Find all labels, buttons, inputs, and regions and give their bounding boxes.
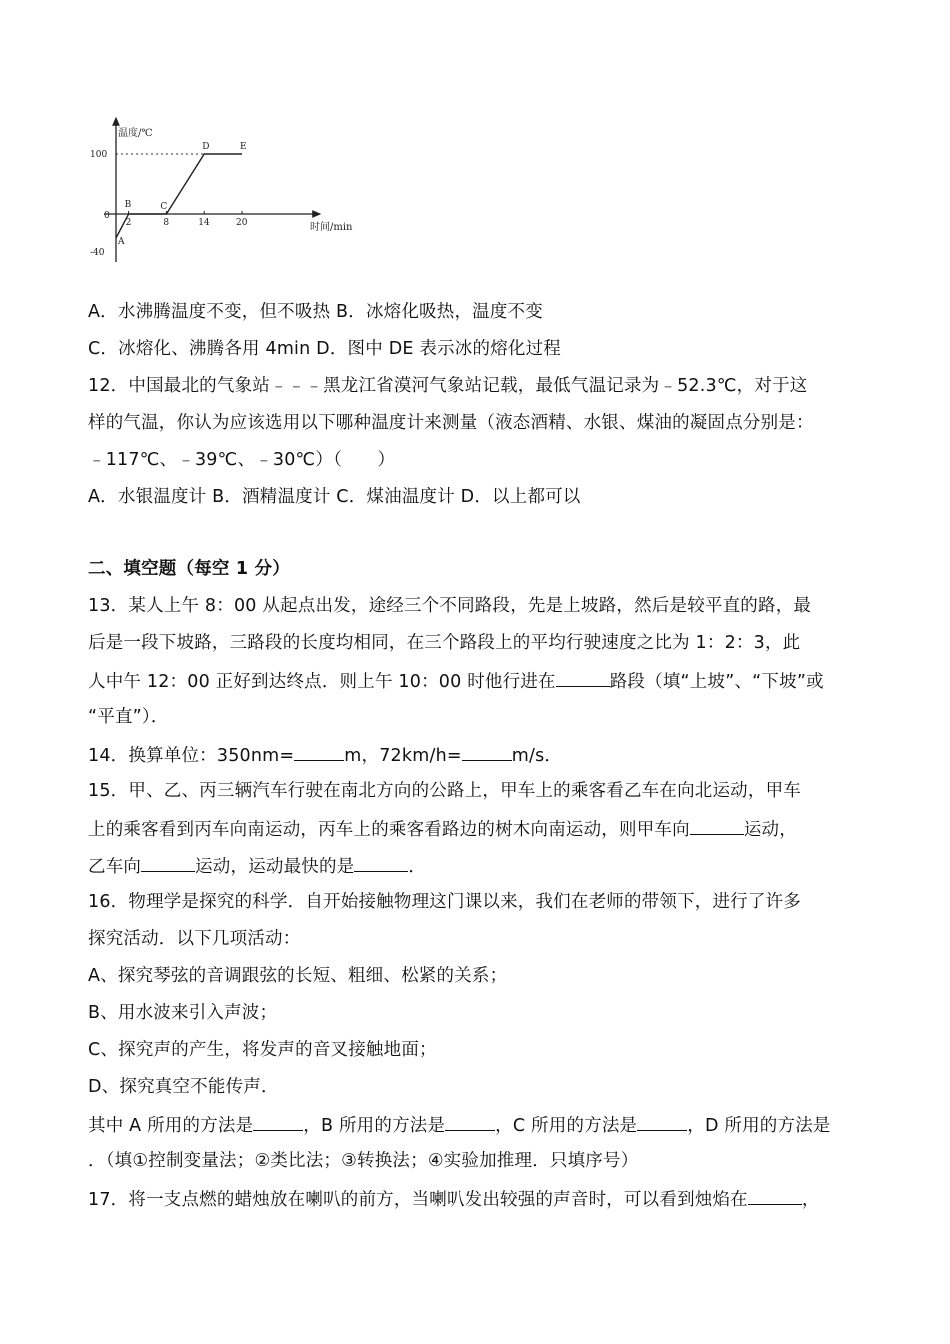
q16-item-d: D、探究真空不能传声． <box>88 1077 279 1097</box>
q12-options: A．水银温度计 B．酒精温度计 C．煤油温度计 D．以上都可以 <box>88 487 581 507</box>
q16-text-a: 其中 A 所用的方法是 <box>88 1116 254 1136</box>
series-line <box>116 154 242 238</box>
q17-line-1 <box>88 1186 874 1212</box>
x-tick-2: 2 <box>125 218 132 228</box>
q16-line-2: 探究活动．以下几项活动： <box>88 929 301 949</box>
y-axis-label: 温度/℃ <box>118 128 153 139</box>
answer-blank[interactable] <box>354 853 408 872</box>
point-label-b: B <box>124 200 132 210</box>
point-label-d: D <box>202 142 210 152</box>
q16-text-b: ，B 所用的方法是 <box>303 1116 446 1136</box>
point-label-c: C <box>160 202 168 212</box>
q16-text-c: ，C 所用的方法是 <box>495 1116 638 1136</box>
temperature-time-graph <box>84 112 364 272</box>
q14-text-b: m，72km/h= <box>344 746 462 766</box>
q13-line-2: 后是一段下坡路，三路段的长度均相同，在三个路段上的平均行驶速度之比为 1：2：3，此 <box>88 633 801 653</box>
q11-option-line-2: C．冰熔化、沸腾各用 4min D．图中 DE 表示冰的熔化过程 <box>88 339 562 359</box>
q13-text-a: 人中午 12：00 正好到达终点．则上午 10：00 时他行进在 <box>88 672 556 692</box>
q16-item-c: C、探究声的产生，将发声的音叉接触地面； <box>88 1040 437 1060</box>
section-2-title: 二、填空题（每空 1 分） <box>88 559 290 579</box>
q15-text-d: 运动，运动最快的是 <box>195 857 355 877</box>
x-tick-20: 20 <box>236 218 248 228</box>
q13-line-3 <box>88 668 874 694</box>
y-tick-0: 0 <box>104 211 110 221</box>
x-tick-8: 8 <box>163 218 170 228</box>
q15-text-c: 乙车向 <box>88 857 142 877</box>
q15-line-2 <box>88 816 874 842</box>
q12-line-1: 12．中国最北的气象站﹣﹣﹣黑龙江省漠河气象站记载，最低气温记录为﹣52.3℃，对于这 <box>88 376 808 396</box>
answer-blank[interactable] <box>690 816 744 835</box>
q17-text-b: ， <box>801 1190 820 1210</box>
q15-text-b: 运动， <box>743 820 797 840</box>
q16-item-a: A、探究琴弦的音调跟弦的长短、粗细、松紧的关系； <box>88 966 508 986</box>
q11-option-line-1: A．水沸腾温度不变，但不吸热 B．冰熔化吸热，温度不变 <box>88 302 543 322</box>
q15-text-a: 上的乘客看到丙车向南运动，丙车上的乘客看路边的树木向南运动，则甲车向 <box>88 820 690 840</box>
q13-line-1: 13．某人上午 8：00 从起点出发，途经三个不同路段，先是上坡路，然后是较平直的路，最 <box>88 596 812 616</box>
q12-line-3: ﹣117℃、﹣39℃、﹣30℃）（ ） <box>88 450 396 470</box>
answer-blank[interactable] <box>294 742 344 761</box>
graph-svg <box>84 112 364 272</box>
point-label-a: A <box>118 237 125 247</box>
q13-text-b: 路段（填“上坡”、“下坡”或 <box>609 672 824 692</box>
q16-line-1: 16．物理学是探究的科学．自开始接触物理这门课以来，我们在老师的带领下，进行了许多 <box>88 892 801 912</box>
point-label-e: E <box>240 142 247 152</box>
q15-line-1: 15．甲、乙、丙三辆汽车行驶在南北方向的公路上，甲车上的乘客看乙车在向北运动，甲车 <box>88 781 801 801</box>
answer-blank[interactable] <box>462 742 512 761</box>
q16-item-b: B、用水波来引入声波； <box>88 1003 278 1023</box>
q14-line <box>88 742 874 768</box>
answer-blank[interactable] <box>253 1112 303 1131</box>
q12-line-2: 样的气温，你认为应该选用以下哪种温度计来测量（液态酒精、水银、煤油的凝固点分别是： <box>88 413 814 433</box>
q14-text-a: 14．换算单位：350nm= <box>88 746 295 766</box>
answer-blank[interactable] <box>556 668 610 687</box>
answer-blank[interactable] <box>637 1112 687 1131</box>
q14-text-c: m/s． <box>511 746 563 766</box>
q16-line-8: ．（填①控制变量法；②类比法；③转换法；④实验加推理．只填序号） <box>88 1151 639 1171</box>
q17-text-a: 17．将一支点燃的蜡烛放在喇叭的前方，当喇叭发出较强的声音时，可以看到烛焰在 <box>88 1190 748 1210</box>
answer-blank[interactable] <box>445 1112 495 1131</box>
x-axis-label: 时间/min <box>310 222 353 233</box>
q15-text-e: ． <box>408 857 427 877</box>
answer-blank[interactable] <box>748 1186 802 1205</box>
q13-line-4: “平直”）． <box>88 707 169 727</box>
q16-text-d: ，D 所用的方法是 <box>687 1116 831 1136</box>
y-tick-neg40: -40 <box>90 248 105 258</box>
x-tick-14: 14 <box>198 218 210 228</box>
q16-line-7 <box>88 1112 874 1138</box>
y-tick-100: 100 <box>90 150 108 160</box>
answer-blank[interactable] <box>141 853 195 872</box>
q15-line-3 <box>88 853 874 879</box>
